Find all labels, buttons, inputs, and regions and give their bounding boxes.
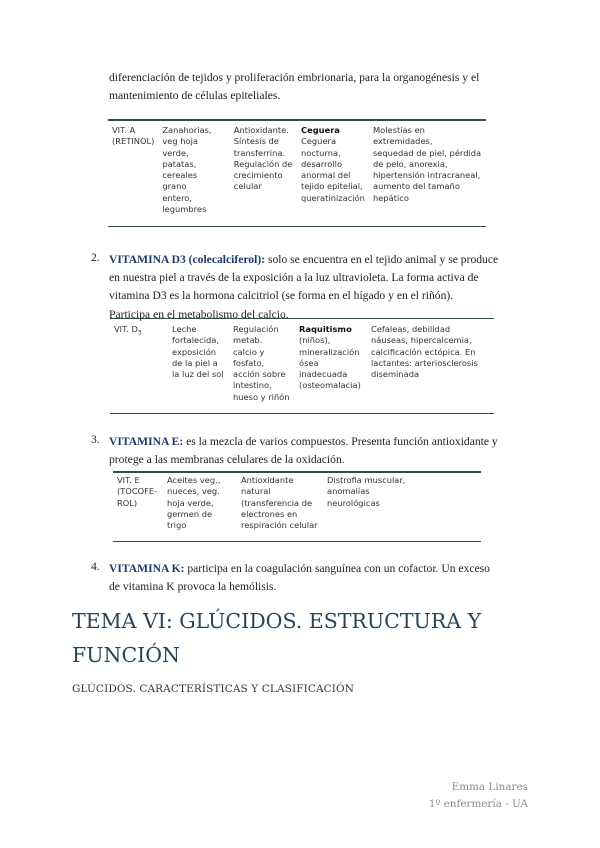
item-4-title: VITAMINA K: (109, 562, 185, 575)
item-4-line-1: participa en la coagulación sanguínea con un cofactor. Un exceso (184, 562, 490, 575)
section-subheading: GLÚCIDOS. CARACTERÍSTICAS Y CLASIFICACIÓN (72, 683, 355, 695)
table-vitamin-e (113, 471, 481, 542)
vit-a-sources: Zanahorias, veg hoja verde, patatas, cereales grano entero, legumbres (162, 125, 212, 215)
item-2-number: 2. (91, 251, 100, 264)
chapter-heading-line-1: TEMA VI: GLÚCIDOS. ESTRUCTURA Y (72, 609, 482, 633)
vit-a-function: Antioxidante. Síntesis de transferrina. Regulación de crecimiento celular (233, 125, 293, 192)
vit-d-sources: Leche fortalecida, exposición de la piel a la luz del sol (172, 324, 224, 380)
table-vitamin-a (108, 119, 486, 227)
item-3-number: 3. (91, 433, 100, 446)
intro-line-2: mantenimiento de células epiteliales. (109, 89, 281, 103)
vit-d-deficiency-text: (niños), mineralización ósea inadecuada (osteomalacia) (299, 335, 361, 391)
vit-d-deficiency-head: Raquitismo (299, 324, 352, 334)
item-2-line-4: Participa en el metabolismo del calcio. (109, 307, 289, 321)
item-3-paragraph (109, 433, 549, 469)
vit-a-name: VIT. A (RETINOL) (112, 125, 155, 147)
vit-a-deficiency (297, 123, 369, 217)
item-4-paragraph (109, 560, 549, 596)
vit-a-deficiency-text: Ceguera nocturna, desarrollo anormal del tejido epitelial, queratinización (301, 136, 365, 203)
vit-e-name: VIT. E (TOCOFE- ROL) (117, 475, 158, 508)
vit-d-excess: Cefaleas, debilidad náuseas, hipercalcemia, calcificación ectópica. En lactantes: arteriosclerosis diseminada (371, 324, 478, 380)
item-4-number: 4. (91, 560, 100, 573)
item-2-line-1: solo se encuentra en el tejido animal y se produce (265, 253, 499, 266)
vit-d-name (110, 322, 168, 405)
vit-e-function: Antioxidante natural (transferencia de electrones en respiración celular (241, 475, 318, 531)
vit-e-deficiency: Distrofia muscular, anomalías neurológicas (327, 475, 406, 508)
chapter-heading-line-2: FUNCIÓN (72, 643, 180, 667)
item-2-line-3: vitamina D3 es la hormona calcitriol (se forma en el hígado y en el riñón). (109, 289, 454, 303)
vit-e-sources: Aceites veg., nueces, veg. hoja verde, germen de trigo (167, 475, 221, 531)
vit-d-name-sub: 3 (137, 329, 142, 337)
intro-line-1: diferenciación de tejidos y proliferación embrionaria, para la organogénesis y el (109, 71, 480, 84)
item-4-line-2: de vitamina K provoca la hemólisis. (109, 580, 277, 594)
vit-a-excess: Molestias en extremidades, sequedad de piel, pérdida de pelo, anorexia, hipertensión intracraneal, aumento del tamaño hepático (372, 125, 482, 203)
vit-d-name-text: VIT. D (114, 324, 138, 334)
vit-d-function: Regulación metab. calcio y fosfato, acción sobre intestino, hueso y riñón (233, 324, 290, 402)
footer-course: 1º enfermería - UA (428, 798, 528, 810)
item-2-line-2: en nuestra piel a través de la exposición a la luz ultravioleta. La forma activa de (109, 271, 479, 285)
item-2-paragraph (109, 251, 549, 324)
item-2-title: VITAMINA D3 (colecalciferol): (109, 253, 266, 266)
table-vitamin-d3 (110, 318, 494, 414)
table-row (108, 123, 486, 217)
chapter-heading (72, 604, 542, 672)
item-3-line-1: es la mezcla de varios compuestos. Presenta función antioxidante y (183, 435, 498, 448)
table-row (110, 322, 487, 405)
item-3-line-2: protege a las membranas celulares de la oxidación. (109, 453, 345, 467)
item-3-title: VITAMINA E: (109, 435, 184, 448)
vit-d-deficiency (295, 322, 367, 405)
table-row (113, 473, 441, 533)
footer-author: Emma Linares (451, 781, 528, 793)
vit-a-deficiency-head: Ceguera (301, 125, 340, 135)
intro-paragraph (109, 69, 549, 105)
